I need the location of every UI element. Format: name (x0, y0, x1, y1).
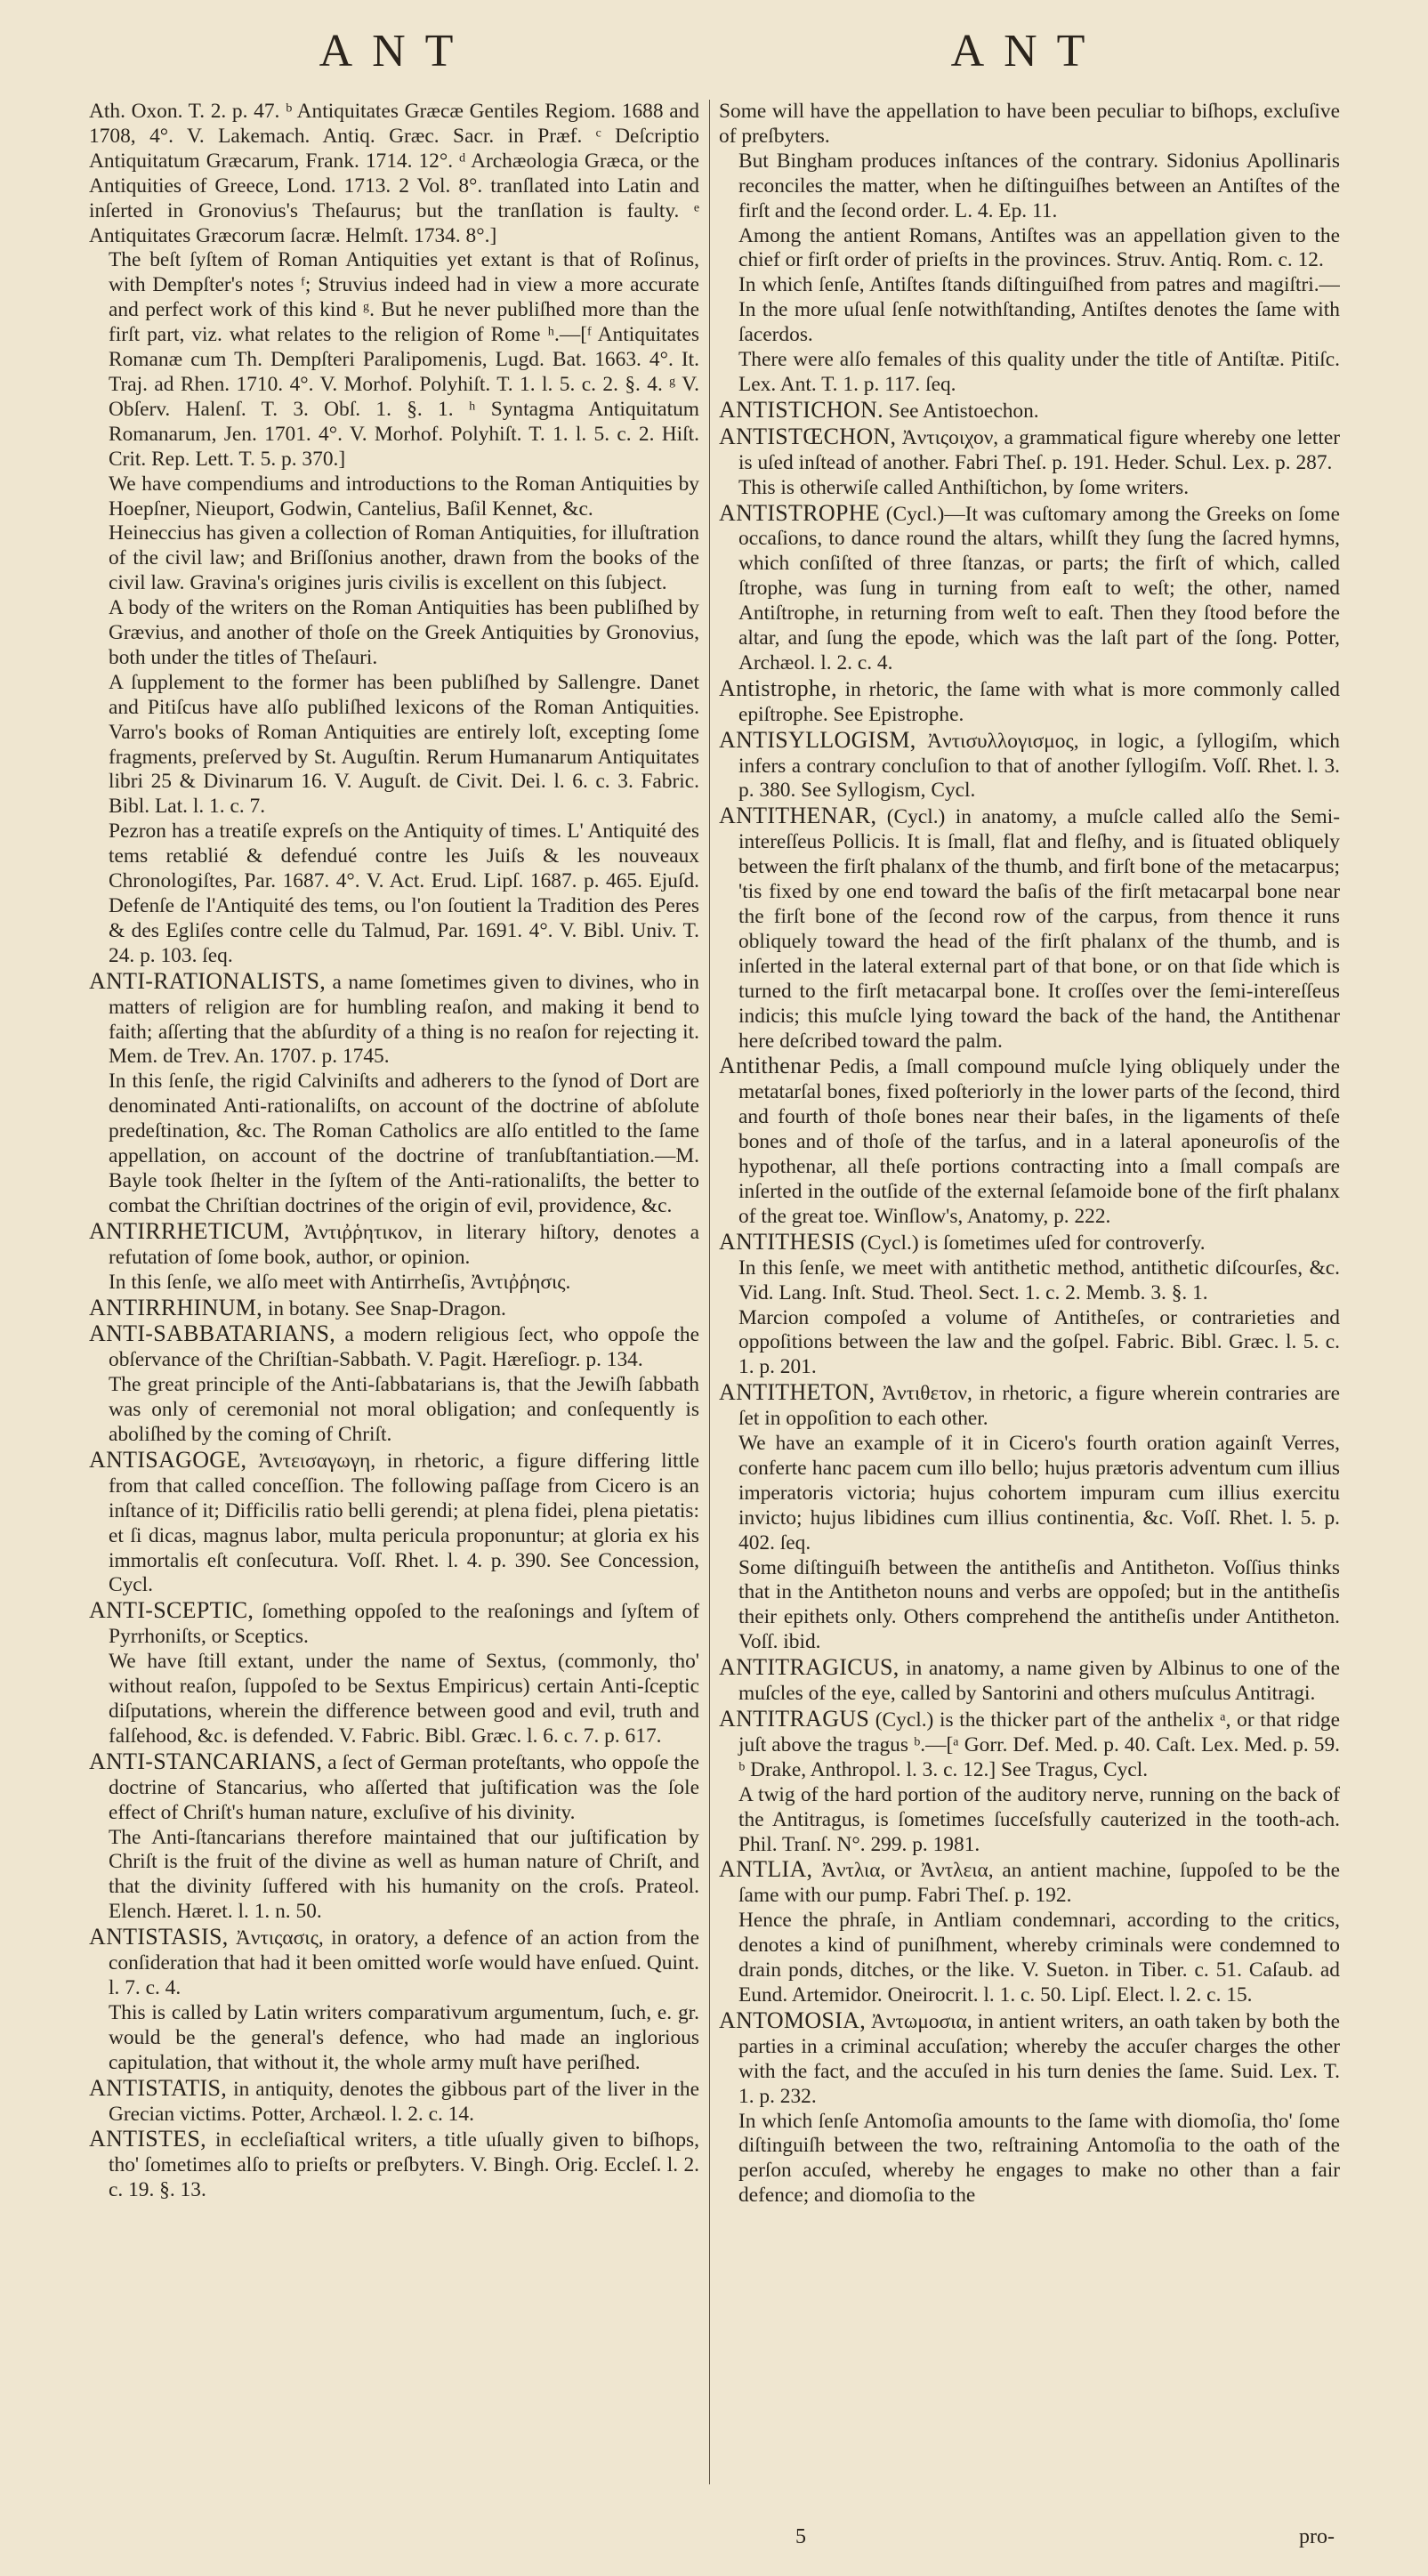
entry-text: Ἀντιςοιχον, a grammatical figure whereby one letter is uſed inſtead of another. Fabri Theſ. p. 191. Heder. Schul. Lex. p. 287. (738, 425, 1340, 474)
entry-headword: Antistrophe, (719, 674, 837, 701)
entry-paragraph: The beſt ſyſtem of Roman Antiquities yet extant is that of Roſinus, with Dempſter's notes ᶠ; Struvius indeed had in view a more accurate and perfect work of this kind ᵍ. But he never publiſhed more than the firſt part, viz. what relates to the religion of Rome ʰ.—[ᶠ Antiquitates Romanæ cum Th. Dempſteri Paralipomenis, Lugd. Bat. 1663. 4°. It. Traj. ad Rhen. 1710. 4°. V. Morhof. Polyhiſt. T. 1. l. 5. c. 2. §. 4. ᵍ V. Obſerv. Halenſ. T. 3. Obſ. 1. §. 1. ʰ Syntagma Antiquitatum Romanarum, Jen. 1701. 4°. V. Morhof. Polyhiſt. T. 1. l. 5. c. 2. Hiſt. Crit. Rep. Lett. T. 5. p. 370.] (109, 248, 699, 471)
dictionary-entry (89, 1219, 699, 1271)
dictionary-entry (719, 1707, 1340, 1783)
entry-headword: ANTITHENAR, (719, 803, 877, 829)
dictionary-entry (719, 1230, 1340, 1256)
entry-headword: ANTI-SABBATARIANS, (89, 1320, 336, 1347)
entry-text: a ſect of German proteſtants, who oppoſe the doctrine of Stancarius, who aſſerted that juſtification was the ſole effect of Chriſt's human nature, excluſive of his divinity. (109, 1750, 699, 1824)
entry-headword: ANTITRAGICUS, (719, 1654, 900, 1681)
entry-headword: ANTISAGOGE, (89, 1446, 247, 1473)
entry-paragraph: We have an example of it in Cicero's fourth oration againſt Verres, conferte hanc pacem cum illo bello; hujus prætoris adventum cum illius imperatoris victoria; hujus cohortem impuram cum illius exercitu invicto; hujus libidines cum illius continentia, &c. Voſſ. Rhet. l. 5. p. 402. ſeq. (738, 1432, 1340, 1554)
entry-paragraph: Among the antient Romans, Antiſtes was an appellation given to the chief or firſt order of prieſts in the provinces. Struv. Antiq. Rom. c. 12. (738, 223, 1340, 272)
entry-text: Ἀντιθετον, in rhetoric, a figure wherein contraries are ſet in oppoſition to each other. (738, 1382, 1340, 1431)
dictionary-entry (89, 2127, 699, 2203)
dictionary-entry (719, 424, 1340, 476)
entry-headword: ANTISTATIS, (89, 2074, 228, 2101)
entry-headword: ANTISYLLOGISM, (719, 726, 916, 753)
entry-paragraph: This is called by Latin writers comparativum argumentum, ſuch, e. gr. would be the general's defence, who had made an inglorious capitulation, that without it, the whole army muſt have periſhed. (109, 2000, 699, 2074)
entry-text: Pedis, a ſmall compound muſcle lying obliquely under the metatarſal bones, fixed poſteriorly in the lower parts of the ſecond, third and fourth of thoſe bones near their baſes, in the ligaments of theſe bones and of thoſe of the tarſus, and in a lateral aponeuroſis of the hypothenar, all theſe portions contracting into a ſmall compaſs are inſerted in the outſide of the external ſeſamoide bone of the firſt phalanx of the great toe. Winſlow's, Anatomy, p. 222. (738, 1055, 1340, 1228)
entry-paragraph: This is otherwiſe called Anthiſtichon, by ſome writers. (738, 475, 1190, 499)
entry-headword: ANTLIA, (719, 1856, 813, 1883)
entry-text: a modern religious ſect, who oppoſe the obſervance of the Chriſtian-Sabbath. V. Pagit. Hæreſiogr. p. 134. (109, 1323, 699, 1372)
entry-paragraph: In which ſenſe Antomoſia amounts to the ſame with diomoſia, tho' ſome diſtinguiſh between the two, reſtraining Antomoſia to the oath of the perſon accuſed, whereby he engages to make no other than a fair defence; and diomoſia to the (738, 2109, 1340, 2208)
entry-headword: ANTOMOSIA, (719, 2007, 867, 2033)
entry-text: Ἀντεισαγωγη, in rhetoric, a figure differing little from that called conceſſion. The following paſſage from Cicero is an inſtance of it; Difficilis ratio belli gerendi; at plena fidei, plena pietatis: et ſi dicas, magnus labor, multa pericula proponuntur; at gloria ex his immortalis eſt conſecutura. Voſſ. Rhet. l. 4. p. 390. See Concession, Cycl. (109, 1449, 699, 1597)
entry-paragraph: In this ſenſe, the rigid Calviniſts and adherers to the ſynod of Dort are denominated Anti-rationaliſts, on account of the doctrine of abſolute predeſtination, &c. The Roman Catholics are alſo entitled to the ſame appellation, on account of the doctrine of tranſubſtantiation.—M. Bayle took ſhelter in the ſyſtem of the Anti-rationaliſts, the better to combat the Chriſtian doctrines of the origin of evil, providence, &c. (109, 1070, 699, 1217)
continued-paragraph: Some will have the appellation to have been peculiar to biſhops, excluſive of preſbyters. (719, 100, 1340, 148)
entry-text: Ἀντωμοσια, in antient writers, an oath taken by both the parties in a criminal accuſation; whereby the accuſer charges the other with the fact, and the accuſed in his turn denies the ſame. Suid. Lex. T. 1. p. 232. (738, 2009, 1340, 2108)
dictionary-entry (719, 1380, 1340, 1432)
entry-headword: ANTISTŒCHON, (719, 423, 897, 449)
dictionary-entry (89, 1925, 699, 2001)
entry-headword: ANTI-STANCARIANS, (89, 1748, 323, 1774)
running-head-left: ANT (319, 26, 473, 77)
entry-headword: ANTI-RATIONALISTS, (89, 967, 327, 994)
entry-headword: ANTITRAGUS (719, 1706, 870, 1732)
entry-paragraph: But Bingham produces inſtances of the contrary. Sidonius Apollinaris reconciles the matter, when he diſtinguiſhes between an Antiſtes of the firſt and the ſecond order. L. 4. Ep. 11. (738, 149, 1340, 222)
dictionary-entry (89, 2076, 699, 2128)
dictionary-entry (719, 1857, 1340, 1909)
entry-paragraph: We have compendiums and introductions to the Roman Antiquities by Hoepſner, Nieuport, Godwin, Cantelius, Baſil Kennet, &c. (109, 472, 699, 521)
dictionary-entry (719, 1655, 1340, 1707)
entry-text: (Cycl.) is ſometimes uſed for controverſy. (855, 1231, 1206, 1255)
dictionary-entry (719, 2008, 1340, 2110)
entry-paragraph: In this ſenſe, we alſo meet with Antirrheſis, Ἀντιῤῥησις. (109, 1270, 571, 1294)
entry-text: (Cycl.) is the thicker part of the anthelix ᵃ, or that ridge juſt above the tragus ᵇ.—[ᵃ Gorr. Def. Med. p. 40. Caſt. Lex. Med. p. 59. ᵇ Drake, Anthropol. l. 3. c. 12.] See Tragus, Cycl. (738, 1708, 1340, 1781)
page-number: 5 (795, 2525, 806, 2548)
entry-text: Ἀντλια, or Ἀντλεια, an antient machine, ſuppoſed to be the ſame with our pump. Fabri Theſ. p. 192. (738, 1859, 1340, 1908)
entry-paragraph: A twig of the hard portion of the auditory nerve, running on the back of the Antitragus, is ſometimes ſucceſsfully cauterized in the tooth-ach. Phil. Tranſ. N°. 299. p. 1981. (738, 1782, 1340, 1856)
entry-paragraph: In this ſenſe, we meet with antithetic method, antithetic diſcourſes, &c. Vid. Lang. Inſt. Stud. Theol. Sect. 1. c. 2. Memb. 3. §. 1. (738, 1256, 1340, 1304)
dictionary-entry (719, 728, 1340, 804)
entry-text: a name ſometimes given to divines, who in matters of religion are for humbling reaſon, and making it bend to faith; aſſerting that the abſurdity of a thing is no reaſon for rejecting it. Mem. de Trev. An. 1707. p. 1745. (109, 970, 699, 1069)
entry-headword: ANTISTES, (89, 2126, 206, 2152)
entry-text: in rhetoric, the ſame with what is more commonly called epiſtrophe. See Epistrophe. (738, 677, 1340, 726)
entry-headword: ANTITHETON, (719, 1379, 875, 1406)
entry-headword: Antithenar (719, 1053, 821, 1079)
entry-paragraph: Hence the phraſe, in Antliam condemnari, according to the critics, denotes a kind of puniſhment, whereby criminals were condemned to drain ponds, ditches, or the like. V. Sueton. in Tiber. c. 51. Caſaub. ad Eund. Artemidor. Oneirocrit. l. 1. c. 50. Lipſ. Elect. l. 2. c. 15. (738, 1909, 1340, 2007)
entry-text: Ἀντιςασις, in oratory, a defence of an action from the conſideration that had it been omitted worſe would have enſued. Quint. l. 7. c. 4. (109, 1926, 699, 1999)
entry-text: Ἀντισυλλογισμος, in logic, a ſyllogiſm, which infers a contrary concluſion to that of another ſyllogiſm. Voſſ. Rhet. l. 3. p. 380. See Syllogism, Cycl. (738, 729, 1340, 803)
dictionary-entry (719, 1054, 1340, 1229)
entry-text: Ἀντιῤῥητικον, in literary hiſtory, denotes a refutation of ſome book, author, or opinion. (109, 1220, 699, 1269)
entry-headword: ANTISTICHON. (719, 396, 883, 423)
entry-text: ſomething oppoſed to the reaſonings and ſyſtem of Pyrrhoniſts, or Sceptics. (109, 1600, 699, 1649)
dictionary-entry (89, 1448, 699, 1598)
entry-paragraph: Heineccius has given a collection of Roman Antiquities, for illuſtration of the civil law; and Briſſonius another, drawn from the books of the civil law. Gravina's origines juris civilis is excellent on this ſubject. (109, 521, 699, 595)
entry-text: in eccleſiaſtical writers, a title uſually given to biſhops, tho' ſometimes alſo to prieſts or preſbyters. V. Bingh. Orig. Eccleſ. l. 2. c. 19. §. 13. (109, 2128, 699, 2202)
entry-text: in anatomy, a name given by Albinus to one of the muſcles of the eye, called by Santorini and others muſculus Antitragi. (738, 1657, 1340, 1706)
dictionary-entry (719, 676, 1340, 728)
entry-paragraph: Marcion compoſed a volume of Antitheſes, or contrarieties and oppoſitions between the law and the goſpel. Fabric. Bibl. Græc. l. 5. c. 1. p. 201. (738, 1305, 1340, 1379)
continued-paragraph: Ath. Oxon. T. 2. p. 47. ᵇ Antiquitates Græcæ Gentiles Regiom. 1688 and 1708, 4°. V. Lakemach. Antiq. Græc. Sacr. in Præf. ᶜ Deſcriptio Antiquitatum Græcarum, Frank. 1714. 12°. ᵈ Archæologia Græca, or the Antiquities of Greece, Lond. 1713. 2 Vol. 8°. tranſlated into Latin and inſerted in Gronovius's Theſaurus; but the tranſlation is faulty. ᵉ Antiquitates Græcorum ſacræ. Helmſt. 1734. 8°.] (89, 100, 699, 247)
entry-text: in botany. See Snap-Dragon. (262, 1296, 506, 1320)
entry-headword: ANTIRRHETICUM, (89, 1217, 290, 1244)
entry-paragraph: A ſupplement to the former has been publiſhed by Sallengre. Danet and Pitiſcus have alſo publiſhed lexicons of the Roman Antiquities. Varro's books of Roman Antiquities are entirely loſt, excepting ſome fragments, preſerved by St. Auguſtin. Rerum Humanarum Antiquitates libri 25 & Divinarum 16. V. Auguſt. de Civit. Dei. l. 6. c. 3. Fabric. Bibl. Lat. l. 1. c. 7. (109, 670, 699, 819)
entry-headword: ANTISTASIS, (89, 1924, 229, 1950)
entry-paragraph: In which ſenſe, Antiſtes ſtands diſtinguiſhed from patres and magiſtri.—In the more uſual ſenſe notwithſtanding, Antiſtes denotes the ſame with ſacerdos. (738, 273, 1340, 347)
dictionary-entry (719, 398, 1340, 424)
entry-headword: ANTITHESIS (719, 1228, 856, 1255)
entry-paragraph: Some diſtinguiſh between the antitheſis and Antitheton. Voſſius thinks that in the Antitheton nouns and verbs are oppoſed; but in the antitheſis their epithets only. Others comprehend the antitheſis under Antitheton. Voſſ. ibid. (738, 1555, 1340, 1654)
dictionary-entry (719, 501, 1340, 676)
dictionary-entry (89, 1321, 699, 1373)
entry-paragraph: There were alſo females of this quality under the title of Antiſtæ. Pitiſc. Lex. Ant. T. 1. p. 117. ſeq. (738, 348, 1340, 396)
entry-paragraph: The great principle of the Anti-ſabbatarians is, that the Jewiſh ſabbath was only of ceremonial not moral obligation; and conſequently is aboliſhed by the coming of Chriſt. (109, 1373, 699, 1447)
dictionary-entry (89, 1749, 699, 1826)
entry-headword: ANTI-SCEPTIC, (89, 1597, 254, 1624)
column-divider (709, 100, 710, 2484)
entry-paragraph: The Anti-ſtancarians therefore maintained that our juſtification by Chriſt is the fruit of the divine as well as human nature of Chriſt, and that the divinity ſuffered with his humanity on the croſs. Prateol. Elench. Hæret. l. 1. n. 50. (109, 1825, 699, 1924)
dictionary-entry (89, 969, 699, 1070)
entry-paragraph: Pezron has a treatiſe expreſs on the Antiquity of times. L' Antiquité des tems retablié & defendué contre les Juiſs & les nouveaux Chronologiſtes, Par. 1687. 4°. V. Act. Erud. Lipſ. 1687. p. 465. Ejuſd. Defenſe de l'Antiquité des tems, ou l'on ſoutient la Tradition des Peres & des Egliſes contre celle du Talmud, Par. 1691. 4°. V. Bibl. Univ. T. 24. p. 103. ſeq. (109, 820, 699, 967)
entry-text: (Cycl.)—It was cuſtomary among the Greeks on ſome occaſions, to dance round the altars, whilſt they ſung the ſacred hymns, which conſiſted of three ſtanzas, or parts; the firſt of which, called ſtrophe, was ſung in turning from eaſt to weſt; the other, named Antiſtrophe, in returning from weſt to eaſt. Then they ſtood before the altar, and ſung the epode, which was the laſt part of the ſong. Potter, Archæol. l. 2. c. 4. (738, 502, 1340, 674)
running-head-right: ANT (950, 26, 1105, 77)
left-column (89, 100, 699, 2496)
dictionary-entry (89, 1296, 699, 1322)
catchword: pro- (1299, 2525, 1335, 2548)
entry-text: See Antistoechon. (883, 399, 1039, 423)
entry-headword: ANTISTROPHE (719, 499, 880, 526)
entry-text: (Cycl.) in anatomy, a muſcle called alſo the Semi-intereſſeus Pollicis. It is ſmall, flat and fleſhy, and is ſituated obliquely between the firſt phalanx of the thumb, and firſt bone of the metacarpus; 'tis fixed by one end toward the baſis of the firſt metacarpal bone near the firſt bone of the ſecond row of the carpus, from thence it runs obliquely toward the head of the firſt phalanx of the thumb, and is inſerted in the lateral external part of that bone, or on that ſide which is turned to the firſt metacarpal bone. It croſſes over the ſemi-intereſſeus indicis; this muſcle lying toward the back of the hand, the Antithenar here deſcribed toward the palm. (738, 805, 1340, 1053)
right-column (719, 100, 1340, 2496)
dictionary-entry (719, 803, 1340, 1054)
entry-paragraph: A body of the writers on the Roman Antiquities has been publiſhed by Grævius, and another of thoſe on the Greek Antiquities by Gronovius, both under the titles of Theſauri. (109, 596, 699, 669)
entry-text: in antiquity, denotes the gibbous part of the liver in the Grecian victims. Potter, Archæol. l. 2. c. 14. (109, 2077, 699, 2126)
dictionary-entry (89, 1598, 699, 1650)
entry-paragraph: We have ſtill extant, under the name of Sextus, (commonly, tho' without reaſon, ſuppoſed to be Sextus Empiricus) certain Anti-ſceptic diſputations, wherein the difference between good and evil, truth and falſehood, &c. is defended. V. Fabric. Bibl. Græc. l. 6. c. 7. p. 617. (109, 1650, 699, 1748)
entry-headword: ANTIRRHINUM, (89, 1294, 262, 1320)
